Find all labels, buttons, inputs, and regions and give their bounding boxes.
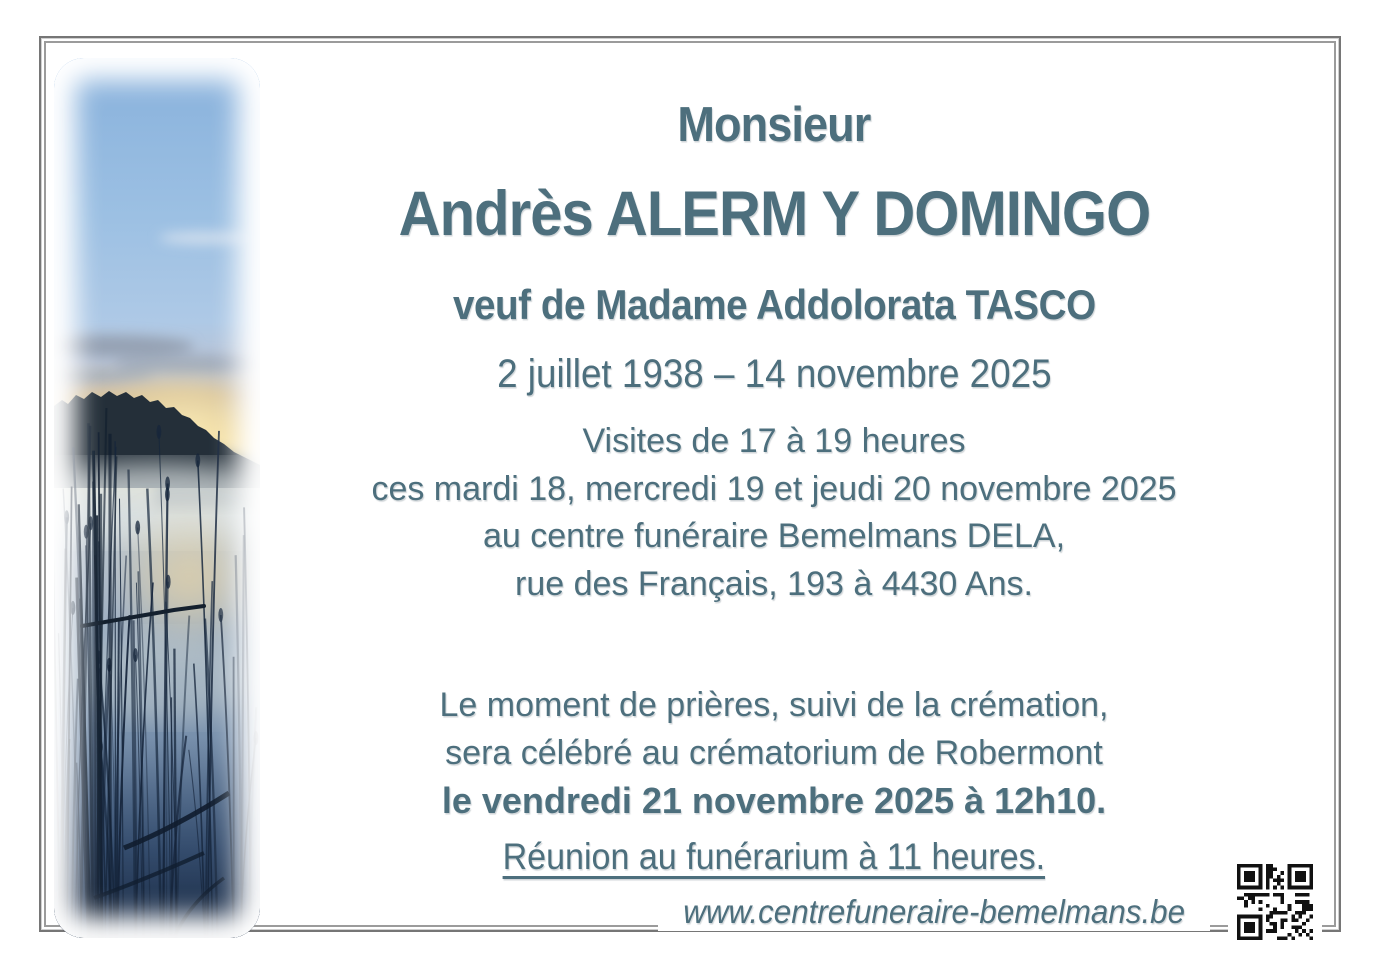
relation-line: veuf de Madame Addolorata TASCO — [452, 281, 1096, 328]
salutation-text: Monsieur — [677, 98, 871, 152]
ceremony-block — [262, 682, 1286, 825]
reunion-line: Réunion au funérarium à 11 heures. — [502, 836, 1046, 877]
visit-line: au centre funéraire Bemelmans DELA, — [482, 517, 1066, 555]
ceremony-line: Le moment de prières, suivi de la crémation, — [439, 686, 1109, 724]
visits-block — [262, 418, 1286, 608]
website-url: www.centrefuneraire-bemelmans.be — [658, 893, 1210, 931]
life-dates: 2 juillet 1938 – 14 novembre 2025 — [496, 352, 1052, 396]
ceremony-line: sera célébré au crématorium de Robermont — [445, 733, 1103, 772]
visit-line: Visites de 17 à 19 heures — [582, 422, 966, 460]
visit-line: ces mardi 18, mercredi 19 et jeudi 20 novembre 2025 — [371, 469, 1177, 508]
qr-code — [1228, 855, 1322, 949]
visit-line: rue des Français, 193 à 4430 Ans. — [515, 564, 1033, 603]
deceased-name: Andrès ALERM Y DOMINGO — [398, 179, 1150, 249]
ceremony-date-line: le vendredi 21 novembre 2025 à 12h10. — [441, 780, 1107, 821]
lake-sunrise-photo — [54, 58, 260, 938]
